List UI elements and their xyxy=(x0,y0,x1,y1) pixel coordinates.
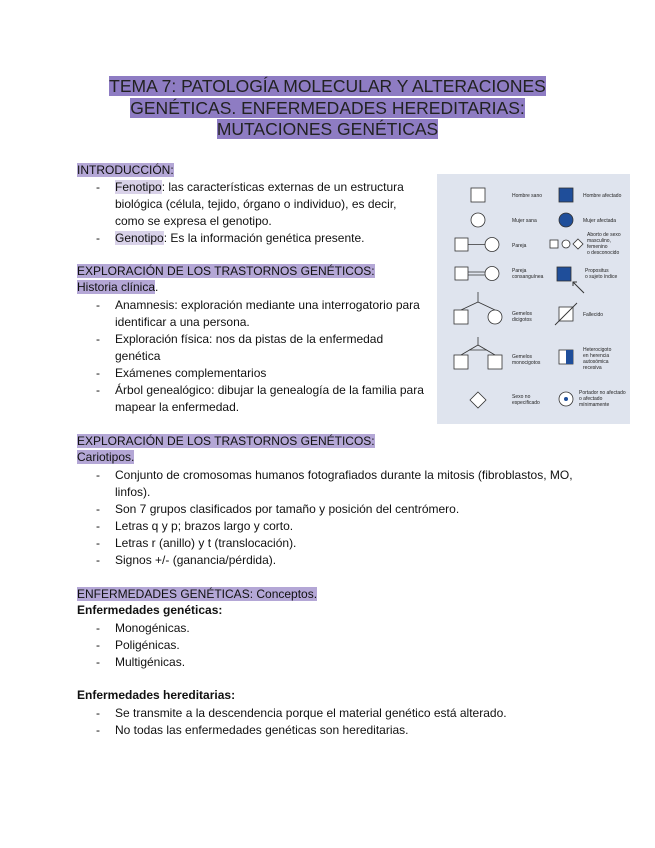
list-item: - Árbol genealógico: dibujar la genealogía de la familia para mapear la enfermedad. xyxy=(77,382,427,416)
intro-heading: INTRODUCCIÓN: xyxy=(77,163,174,177)
hereditarias-title: Enfermedades hereditarias: xyxy=(77,688,236,702)
page-title xyxy=(60,76,595,141)
svg-text:masculino,: masculino, xyxy=(587,238,611,244)
list-item: - Exámenes complementarios xyxy=(77,365,427,382)
title-line-1: TEMA 7: PATOLOGÍA MOLECULAR Y ALTERACIONES xyxy=(109,76,546,96)
propositus-symbol xyxy=(557,267,571,281)
cariotipos-list xyxy=(77,467,587,569)
list-item: - Son 7 grupos clasificados por tamaño y posición del centrómero. xyxy=(77,501,587,518)
svg-text:femenino: femenino xyxy=(587,244,608,250)
svg-text:dicigotos: dicigotos xyxy=(512,317,532,323)
svg-text:Heterocigoto: Heterocigoto xyxy=(583,347,612,353)
list-item: - Multigénicas. xyxy=(77,654,587,671)
conceptos-heading: ENFERMEDADES GENÉTICAS: Conceptos. xyxy=(77,587,318,601)
list-item: - Letras q y p; brazos largo y corto. xyxy=(77,518,587,535)
list-item: - Poligénicas. xyxy=(77,637,587,654)
title-line-3: MUTACIONES GENÉTICAS xyxy=(216,119,439,139)
monozygotic-twin-2-symbol xyxy=(488,355,502,369)
list-item: - Anamnesis: exploración mediante una interrogatorio para identificar a una persona. xyxy=(77,297,427,331)
svg-text:Hombre sano: Hombre sano xyxy=(512,193,543,199)
unspecified-sex-symbol xyxy=(470,392,486,408)
svg-text:recesiva: recesiva xyxy=(583,365,602,371)
couple-male-symbol xyxy=(455,238,468,251)
couple-female-symbol xyxy=(485,238,499,252)
cariotipos-subheading: Cariotipos. xyxy=(77,450,135,464)
svg-text:Pareja: Pareja xyxy=(512,268,527,274)
svg-text:o afectado: o afectado xyxy=(579,396,603,402)
list-item: - Conjunto de cromosomas humanos fotografiados durante la mitosis (fibroblastos, MO, linfos). xyxy=(77,467,587,501)
abortion-female-symbol xyxy=(562,240,570,248)
abortion-unknown-symbol xyxy=(573,239,583,249)
svg-text:o sujeto índice: o sujeto índice xyxy=(585,274,618,280)
svg-text:Sexo no: Sexo no xyxy=(512,394,531,400)
svg-text:Propositus: Propositus xyxy=(585,268,609,274)
svg-text:Fallecido: Fallecido xyxy=(583,312,604,318)
consanguineous-female-symbol xyxy=(485,267,499,281)
dizygotic-twin-female-symbol xyxy=(488,310,502,324)
female-affected-symbol xyxy=(559,213,573,227)
cariotipos-heading: EXPLORACIÓN DE LOS TRASTORNOS GENÉTICOS: xyxy=(77,434,375,448)
hereditarias-list xyxy=(77,705,587,739)
list-item: - Genotipo: Es la información genética presente. xyxy=(77,230,407,247)
pedigree-legend-figure xyxy=(437,174,630,424)
list-item: - Signos +/- (ganancia/pérdida). xyxy=(77,552,587,569)
svg-text:Portador no afectado: Portador no afectado xyxy=(579,390,626,396)
abortion-male-symbol xyxy=(550,240,558,248)
list-item: - Monogénicas. xyxy=(77,620,587,637)
list-item: - Letras r (anillo) y t (translocación). xyxy=(77,535,587,552)
list-item: - Exploración física: nos da pistas de la enfermedad genética xyxy=(77,331,427,365)
svg-text:consanguínea: consanguínea xyxy=(512,274,544,280)
monozygotic-twin-1-symbol xyxy=(454,355,468,369)
svg-text:Gemelos: Gemelos xyxy=(512,311,533,317)
geneticas-list xyxy=(77,620,587,671)
historia-list xyxy=(77,297,427,416)
svg-text:Hombre afectado: Hombre afectado xyxy=(583,193,622,199)
svg-text:Mujer sana: Mujer sana xyxy=(512,218,537,224)
svg-text:Aborto de sexo: Aborto de sexo xyxy=(587,232,621,238)
list-item: - Fenotipo: las características externas de un estructura biológica (célula, tejido, órgano o individuo), es decir, como se expresa el genotipo. xyxy=(77,179,407,230)
male-healthy-symbol xyxy=(471,188,485,202)
historia-subheading: Historia clínica. xyxy=(77,280,159,294)
svg-text:Gemelos: Gemelos xyxy=(512,354,533,360)
svg-text:o desconocido: o desconocido xyxy=(587,250,620,256)
svg-text:en herencia: en herencia xyxy=(583,353,610,359)
svg-text:monocigotos: monocigotos xyxy=(512,360,541,366)
svg-text:Mujer afectada: Mujer afectada xyxy=(583,218,617,224)
intro-list xyxy=(77,179,407,247)
dizygotic-twin-male-symbol xyxy=(454,310,468,324)
pedigree-legend-svg xyxy=(437,174,630,424)
svg-text:autosómica: autosómica xyxy=(583,359,609,365)
geneticas-title: Enfermedades genéticas: xyxy=(77,603,223,617)
list-item: - No todas las enfermedades genéticas son hereditarias. xyxy=(77,722,587,739)
list-item: - Se transmite a la descendencia porque el material genético está alterado. xyxy=(77,705,587,722)
female-healthy-symbol xyxy=(471,213,485,227)
male-affected-symbol xyxy=(559,188,573,202)
svg-text:Pareja: Pareja xyxy=(512,243,527,249)
historia-heading: EXPLORACIÓN DE LOS TRASTORNOS GENÉTICOS: xyxy=(77,264,375,278)
consanguineous-male-symbol xyxy=(455,267,468,280)
svg-text:mínimamente: mínimamente xyxy=(579,402,610,408)
svg-text:especificado: especificado xyxy=(512,400,540,406)
title-line-2: GENÉTICAS. ENFERMEDADES HEREDITARIAS: xyxy=(130,97,525,118)
